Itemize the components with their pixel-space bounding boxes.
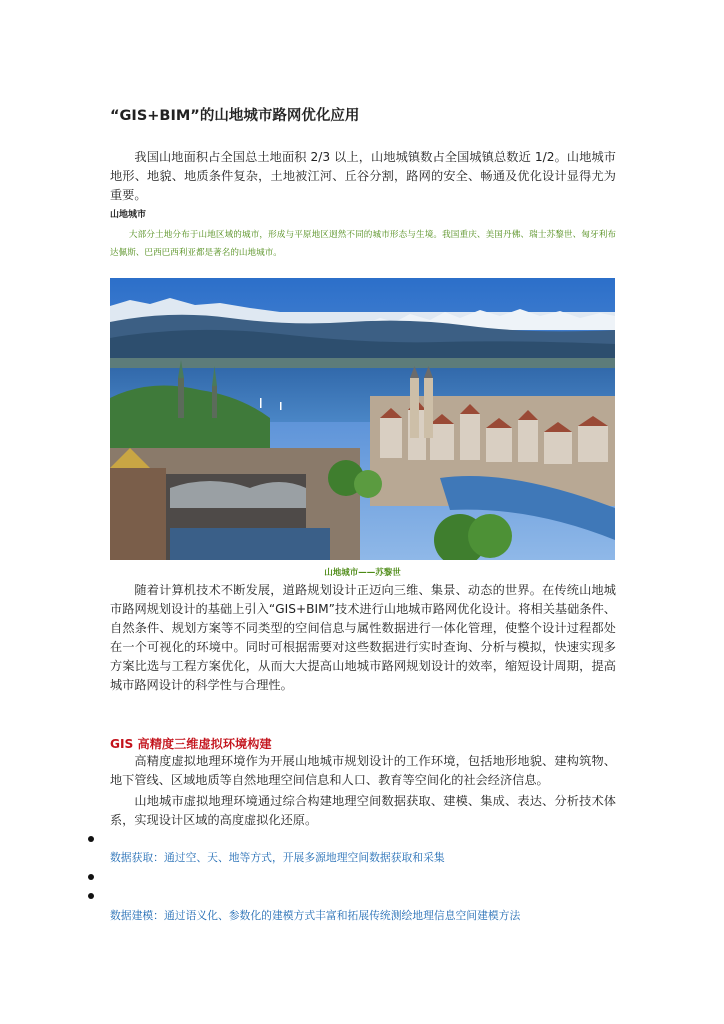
list-item-data-acquisition: 数据获取：通过空、天、地等方式，开展多源地理空间数据获取和采集 [110,851,445,864]
definition-paragraph: 大部分土地分布于山地区域的城市，形成与平原地区迥然不同的城市形态与生境。我国重庆、美国丹佛、瑞士苏黎世、匈牙利布达佩斯、巴西巴西利亚都是著名的山地城市。 [110,230,616,258]
list-bullet [88,874,94,880]
article-title: “GIS+BIM”的山地城市路网优化应用 [110,108,360,124]
section-paragraph-1: 高精度虚拟地理环境作为开展山地城市规划设计的工作环境，包括地形地貌、建构筑物、地下管线、区域地质等自然地理空间信息和人口、教育等空间化的社会经济信息。 [110,754,616,787]
city-landscape-image [110,278,615,560]
list-bullet [88,893,94,899]
photo-caption: 山地城市——苏黎世 [324,568,401,578]
zurich-photo [110,278,615,560]
list-bullet [88,836,94,842]
intro-paragraph: 我国山地面积占全国总土地面积 2/3 以上，山地城镇数占全国城镇总数近 1/2。山地城市地形、地貌、地质条件复杂，土地被江河、丘谷分割，路网的安全、畅通及优化设计显得尤为重要。 [110,150,616,202]
section-paragraph-2: 山地城市虚拟地理环境通过综合构建地理空间数据获取、建模、集成、表达、分析技术体系，实现设计区域的高度虚拟化还原。 [110,794,616,827]
section-heading: GIS 高精度三维虚拟环境构建 [110,737,272,751]
list-item-data-modeling: 数据建模：通过语义化、参数化的建模方式丰富和拓展传统测绘地理信息空间建模方法 [110,909,521,922]
body-paragraph: 随着计算机技术不断发展，道路规划设计正迈向三维、集景、动态的世界。在传统山地城市路网规划设计的基础上引入“GIS+BIM”技术进行山地城市路网优化设计。将相关基础条件、自然条件、规划方案等不同类型的空间信息与属性数据进行一体化管理，使整个设计过程都处在一个可视化的环境中。同时可根据需要对这些数据进行实时查询、分析与模拟，快速实现多方案比选与工程方案优化，从而大大提高山地城市路网规划设计的效率，缩短设计周期，提高城市路网设计的科学性与合理性。 [110,583,616,692]
subheading-mountain-city: 山地城市 [110,210,147,220]
